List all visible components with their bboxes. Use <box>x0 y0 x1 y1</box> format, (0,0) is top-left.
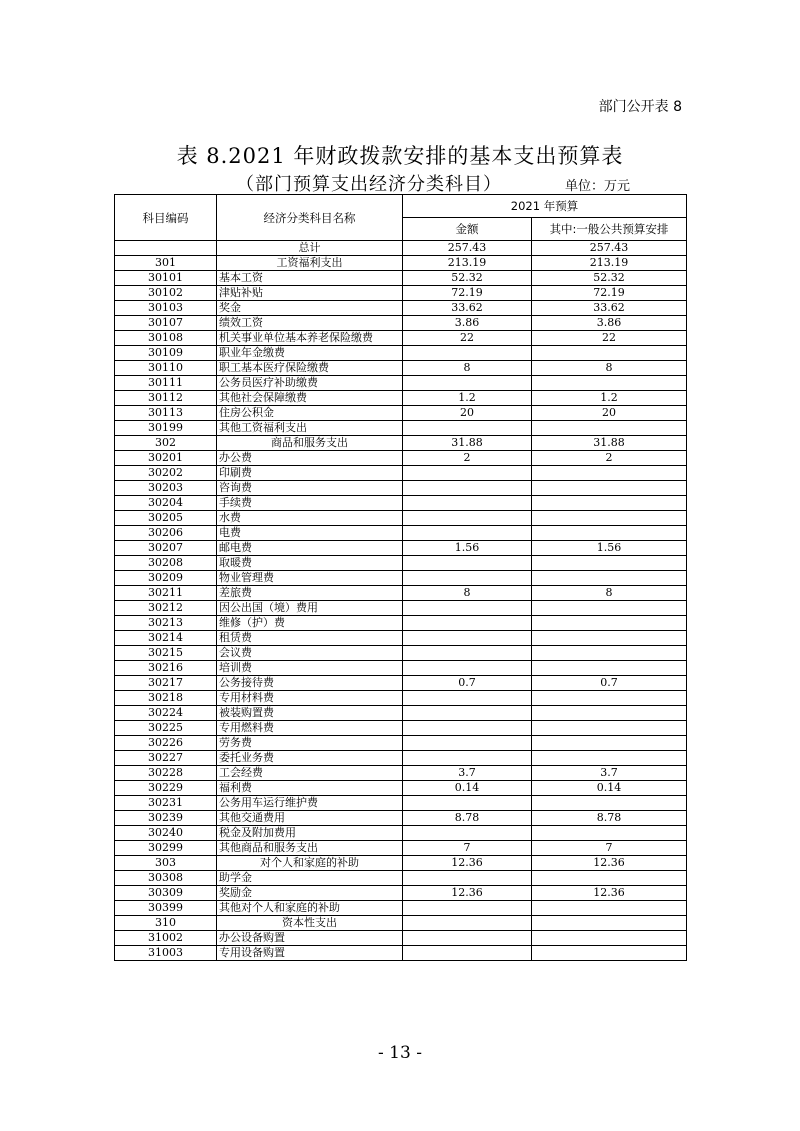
table-row <box>115 331 687 346</box>
row-general-cell <box>532 616 687 631</box>
row-code-cell: 30202 <box>115 466 217 481</box>
table-row <box>115 676 687 691</box>
table-body <box>115 241 687 961</box>
row-general-cell <box>532 556 687 571</box>
row-amount-cell <box>403 601 532 616</box>
page-subtitle: （部门预算支出经济分类科目） <box>236 174 502 195</box>
row-code-cell: 30204 <box>115 496 217 511</box>
table-row <box>115 796 687 811</box>
table-row <box>115 391 687 406</box>
table-row <box>115 871 687 886</box>
column-header-amount: 金额 <box>403 218 532 241</box>
row-amount-cell <box>403 826 532 841</box>
row-name-cell: 总计 <box>217 241 403 256</box>
table-row <box>115 841 687 856</box>
row-amount-cell <box>403 616 532 631</box>
row-amount-cell: 22 <box>403 331 532 346</box>
table-row <box>115 811 687 826</box>
row-name-cell: 工会经费 <box>217 766 403 781</box>
row-code-cell: 30299 <box>115 841 217 856</box>
row-code-cell: 30226 <box>115 736 217 751</box>
row-code-cell: 30213 <box>115 616 217 631</box>
row-code-cell: 30214 <box>115 631 217 646</box>
table-row <box>115 586 687 601</box>
table-row <box>115 451 687 466</box>
row-code-cell: 30239 <box>115 811 217 826</box>
row-general-cell: 8.78 <box>532 811 687 826</box>
table-row <box>115 496 687 511</box>
row-name-cell: 其他对个人和家庭的补助 <box>217 901 403 916</box>
row-general-cell: 3.86 <box>532 316 687 331</box>
row-general-cell <box>532 646 687 661</box>
row-name-cell: 咨询费 <box>217 481 403 496</box>
row-general-cell <box>532 421 687 436</box>
row-code-cell: 30211 <box>115 586 217 601</box>
row-name-cell: 邮电费 <box>217 541 403 556</box>
row-name-cell: 其他交通费用 <box>217 811 403 826</box>
row-general-cell <box>532 736 687 751</box>
row-code-cell: 31002 <box>115 931 217 946</box>
row-amount-cell: 0.7 <box>403 676 532 691</box>
row-name-cell: 专用燃料费 <box>217 721 403 736</box>
row-code-cell: 30107 <box>115 316 217 331</box>
row-general-cell <box>532 916 687 931</box>
row-code-cell: 301 <box>115 256 217 271</box>
table-row <box>115 271 687 286</box>
row-general-cell: 31.88 <box>532 436 687 451</box>
table-row <box>115 361 687 376</box>
row-name-cell: 商品和服务支出 <box>217 436 403 451</box>
row-code-cell: 302 <box>115 436 217 451</box>
row-name-cell: 办公设备购置 <box>217 931 403 946</box>
row-general-cell: 12.36 <box>532 886 687 901</box>
row-general-cell: 0.14 <box>532 781 687 796</box>
row-code-cell: 30229 <box>115 781 217 796</box>
table-row <box>115 856 687 871</box>
row-general-cell <box>532 661 687 676</box>
row-amount-cell: 52.32 <box>403 271 532 286</box>
row-general-cell <box>532 511 687 526</box>
row-code-cell: 303 <box>115 856 217 871</box>
document-series-label: 部门公开表 8 <box>598 99 682 115</box>
table-row <box>115 886 687 901</box>
row-name-cell: 奖金 <box>217 301 403 316</box>
table-row <box>115 721 687 736</box>
row-name-cell: 公务用车运行维护费 <box>217 796 403 811</box>
row-code-cell: 30201 <box>115 451 217 466</box>
row-name-cell: 会议费 <box>217 646 403 661</box>
row-code-cell: 30108 <box>115 331 217 346</box>
row-code-cell: 30227 <box>115 751 217 766</box>
row-general-cell <box>532 466 687 481</box>
row-name-cell: 委托业务费 <box>217 751 403 766</box>
table-row <box>115 301 687 316</box>
table-row <box>115 916 687 931</box>
table-row <box>115 376 687 391</box>
row-name-cell: 其他工资福利支出 <box>217 421 403 436</box>
table-row <box>115 511 687 526</box>
row-general-cell: 22 <box>532 331 687 346</box>
budget-table <box>114 194 687 961</box>
row-code-cell: 30207 <box>115 541 217 556</box>
row-code-cell: 30110 <box>115 361 217 376</box>
row-name-cell: 其他商品和服务支出 <box>217 841 403 856</box>
row-general-cell: 52.32 <box>532 271 687 286</box>
table-row <box>115 766 687 781</box>
row-amount-cell: 257.43 <box>403 241 532 256</box>
row-name-cell: 手续费 <box>217 496 403 511</box>
row-amount-cell: 1.2 <box>403 391 532 406</box>
row-amount-cell: 8.78 <box>403 811 532 826</box>
table-row <box>115 646 687 661</box>
row-amount-cell: 8 <box>403 586 532 601</box>
row-name-cell: 维修（护）费 <box>217 616 403 631</box>
row-general-cell: 8 <box>532 361 687 376</box>
table-row <box>115 481 687 496</box>
row-name-cell: 租赁费 <box>217 631 403 646</box>
row-amount-cell: 3.86 <box>403 316 532 331</box>
row-code-cell: 31003 <box>115 946 217 961</box>
row-general-cell: 213.19 <box>532 256 687 271</box>
row-name-cell: 对个人和家庭的补助 <box>217 856 403 871</box>
row-code-cell: 30217 <box>115 676 217 691</box>
table-row <box>115 901 687 916</box>
table-row <box>115 691 687 706</box>
column-header-general: 其中:一般公共预算安排 <box>532 218 687 241</box>
row-general-cell: 257.43 <box>532 241 687 256</box>
row-code-cell: 30212 <box>115 601 217 616</box>
table-row <box>115 601 687 616</box>
row-code-cell: 30308 <box>115 871 217 886</box>
row-code-cell: 30216 <box>115 661 217 676</box>
row-amount-cell <box>403 751 532 766</box>
table-row <box>115 781 687 796</box>
table-row <box>115 946 687 961</box>
row-amount-cell <box>403 901 532 916</box>
row-name-cell: 取暖费 <box>217 556 403 571</box>
row-name-cell: 印刷费 <box>217 466 403 481</box>
row-name-cell: 劳务费 <box>217 736 403 751</box>
row-code-cell: 30208 <box>115 556 217 571</box>
unit-label: 单位：万元 <box>565 179 631 194</box>
row-name-cell: 办公费 <box>217 451 403 466</box>
table-row <box>115 556 687 571</box>
row-amount-cell: 20 <box>403 406 532 421</box>
table-row <box>115 256 687 271</box>
row-amount-cell <box>403 946 532 961</box>
row-amount-cell <box>403 571 532 586</box>
row-amount-cell: 8 <box>403 361 532 376</box>
row-code-cell: 30199 <box>115 421 217 436</box>
row-name-cell: 福利费 <box>217 781 403 796</box>
row-amount-cell <box>403 466 532 481</box>
row-general-cell: 1.56 <box>532 541 687 556</box>
row-amount-cell <box>403 796 532 811</box>
table-row <box>115 466 687 481</box>
row-general-cell <box>532 526 687 541</box>
row-general-cell <box>532 481 687 496</box>
row-amount-cell <box>403 916 532 931</box>
row-general-cell <box>532 796 687 811</box>
row-amount-cell <box>403 346 532 361</box>
row-amount-cell: 7 <box>403 841 532 856</box>
row-code-cell: 30109 <box>115 346 217 361</box>
row-amount-cell: 2 <box>403 451 532 466</box>
row-code-cell: 310 <box>115 916 217 931</box>
row-amount-cell <box>403 691 532 706</box>
row-code-cell: 30225 <box>115 721 217 736</box>
row-amount-cell <box>403 721 532 736</box>
row-amount-cell <box>403 631 532 646</box>
row-general-cell: 20 <box>532 406 687 421</box>
row-general-cell <box>532 571 687 586</box>
row-general-cell <box>532 946 687 961</box>
table-row <box>115 406 687 421</box>
row-amount-cell: 12.36 <box>403 886 532 901</box>
row-code-cell: 30206 <box>115 526 217 541</box>
column-header-group: 2021 年预算 <box>403 195 687 218</box>
row-amount-cell: 72.19 <box>403 286 532 301</box>
table-row <box>115 526 687 541</box>
row-general-cell <box>532 706 687 721</box>
row-code-cell: 30112 <box>115 391 217 406</box>
row-general-cell: 7 <box>532 841 687 856</box>
page-title: 表 8.2021 年财政拨款安排的基本支出预算表 <box>176 144 624 168</box>
row-name-cell: 助学金 <box>217 871 403 886</box>
row-code-cell: 30309 <box>115 886 217 901</box>
table-row <box>115 736 687 751</box>
row-code-cell: 30215 <box>115 646 217 661</box>
row-name-cell: 因公出国（境）费用 <box>217 601 403 616</box>
table-row <box>115 421 687 436</box>
row-name-cell: 税金及附加费用 <box>217 826 403 841</box>
row-general-cell <box>532 376 687 391</box>
row-name-cell: 被装购置费 <box>217 706 403 721</box>
table-row <box>115 931 687 946</box>
row-name-cell: 水费 <box>217 511 403 526</box>
row-name-cell: 专用设备购置 <box>217 946 403 961</box>
row-code-cell: 30103 <box>115 301 217 316</box>
row-general-cell <box>532 901 687 916</box>
row-code-cell: 30102 <box>115 286 217 301</box>
row-name-cell: 电费 <box>217 526 403 541</box>
row-amount-cell <box>403 421 532 436</box>
row-code-cell: 30399 <box>115 901 217 916</box>
table-row <box>115 241 687 256</box>
row-general-cell <box>532 721 687 736</box>
row-name-cell: 基本工资 <box>217 271 403 286</box>
row-code-cell: 30203 <box>115 481 217 496</box>
row-code-cell: 30240 <box>115 826 217 841</box>
row-amount-cell: 3.7 <box>403 766 532 781</box>
row-amount-cell: 12.36 <box>403 856 532 871</box>
row-general-cell: 0.7 <box>532 676 687 691</box>
row-code-cell: 30113 <box>115 406 217 421</box>
row-general-cell <box>532 826 687 841</box>
row-amount-cell <box>403 736 532 751</box>
row-general-cell: 12.36 <box>532 856 687 871</box>
table-row <box>115 616 687 631</box>
row-name-cell: 职工基本医疗保险缴费 <box>217 361 403 376</box>
row-name-cell: 公务员医疗补助缴费 <box>217 376 403 391</box>
row-amount-cell: 1.56 <box>403 541 532 556</box>
row-code-cell: 30228 <box>115 766 217 781</box>
row-amount-cell <box>403 661 532 676</box>
row-general-cell <box>532 601 687 616</box>
table-row <box>115 826 687 841</box>
row-general-cell <box>532 751 687 766</box>
row-name-cell: 工资福利支出 <box>217 256 403 271</box>
row-amount-cell: 213.19 <box>403 256 532 271</box>
row-code-cell: 30101 <box>115 271 217 286</box>
row-general-cell <box>532 931 687 946</box>
table-row <box>115 286 687 301</box>
row-name-cell: 奖励金 <box>217 886 403 901</box>
row-name-cell: 培训费 <box>217 661 403 676</box>
row-code-cell: 30111 <box>115 376 217 391</box>
row-amount-cell <box>403 871 532 886</box>
row-name-cell: 差旅费 <box>217 586 403 601</box>
row-amount-cell <box>403 706 532 721</box>
row-general-cell: 3.7 <box>532 766 687 781</box>
row-amount-cell <box>403 481 532 496</box>
row-amount-cell: 33.62 <box>403 301 532 316</box>
row-code-cell: 30205 <box>115 511 217 526</box>
row-code-cell: 30224 <box>115 706 217 721</box>
row-name-cell: 机关事业单位基本养老保险缴费 <box>217 331 403 346</box>
row-name-cell: 资本性支出 <box>217 916 403 931</box>
table-row <box>115 346 687 361</box>
row-general-cell: 72.19 <box>532 286 687 301</box>
row-general-cell <box>532 631 687 646</box>
row-general-cell <box>532 871 687 886</box>
row-amount-cell <box>403 931 532 946</box>
table-row <box>115 631 687 646</box>
table-row <box>115 541 687 556</box>
row-code-cell: 30209 <box>115 571 217 586</box>
row-name-cell: 绩效工资 <box>217 316 403 331</box>
row-general-cell <box>532 346 687 361</box>
row-name-cell: 专用材料费 <box>217 691 403 706</box>
row-name-cell: 津贴补贴 <box>217 286 403 301</box>
row-name-cell: 职业年金缴费 <box>217 346 403 361</box>
page-number: - 13 - <box>378 1043 422 1063</box>
row-general-cell: 2 <box>532 451 687 466</box>
row-code-cell: 30231 <box>115 796 217 811</box>
row-name-cell: 物业管理费 <box>217 571 403 586</box>
table-row <box>115 661 687 676</box>
table-row <box>115 706 687 721</box>
row-amount-cell <box>403 556 532 571</box>
table-row <box>115 436 687 451</box>
row-general-cell <box>532 496 687 511</box>
row-general-cell: 33.62 <box>532 301 687 316</box>
row-name-cell: 住房公积金 <box>217 406 403 421</box>
row-amount-cell <box>403 496 532 511</box>
row-general-cell: 8 <box>532 586 687 601</box>
column-header-code: 科目编码 <box>115 195 217 241</box>
row-amount-cell <box>403 646 532 661</box>
table-row <box>115 316 687 331</box>
row-code-cell <box>115 241 217 256</box>
column-header-name: 经济分类科目名称 <box>217 195 403 241</box>
row-general-cell: 1.2 <box>532 391 687 406</box>
row-code-cell: 30218 <box>115 691 217 706</box>
table-row <box>115 571 687 586</box>
row-amount-cell: 31.88 <box>403 436 532 451</box>
row-general-cell <box>532 691 687 706</box>
table-row <box>115 751 687 766</box>
row-amount-cell <box>403 511 532 526</box>
row-amount-cell: 0.14 <box>403 781 532 796</box>
row-name-cell: 公务接待费 <box>217 676 403 691</box>
row-amount-cell <box>403 376 532 391</box>
row-amount-cell <box>403 526 532 541</box>
row-name-cell: 其他社会保障缴费 <box>217 391 403 406</box>
